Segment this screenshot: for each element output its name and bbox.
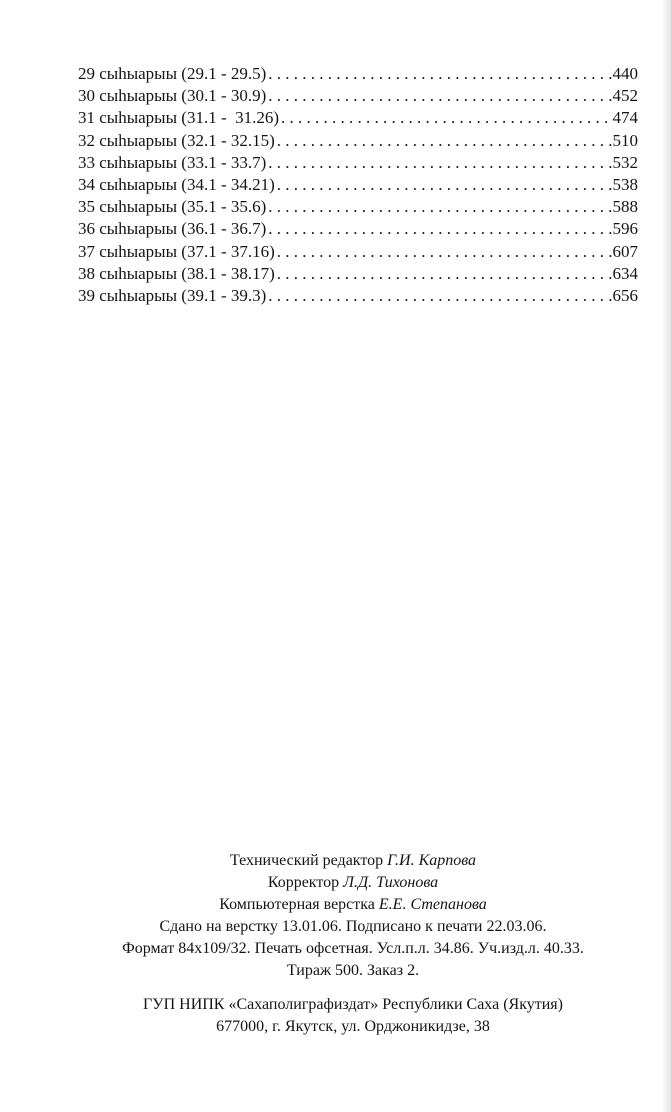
toc-entry bbox=[78, 174, 638, 196]
toc-dot-leader bbox=[275, 130, 613, 152]
tech-editor-role: Технический редактор bbox=[229, 852, 384, 869]
print-run: Тираж 500. Заказ 2. bbox=[286, 962, 420, 979]
toc-entry-label: 29 сыhыарыы (29.1 - 29.5) bbox=[78, 64, 267, 83]
toc-entry bbox=[78, 107, 638, 129]
toc-entry-page: 532 bbox=[612, 152, 638, 172]
corrector-line bbox=[0, 872, 671, 894]
toc-entry-page: 588 bbox=[612, 197, 638, 217]
toc-dot-leader bbox=[266, 85, 612, 107]
toc-dot-leader bbox=[275, 263, 613, 285]
toc-entry-label: 30 сыhыарыы (30.1 - 30.9) bbox=[78, 86, 267, 106]
toc-entry-page: 440 bbox=[612, 64, 638, 83]
toc-dot-leader bbox=[275, 174, 613, 196]
toc-entry bbox=[78, 152, 638, 174]
toc-entry bbox=[78, 241, 638, 263]
toc-entry-page: 510 bbox=[612, 130, 638, 150]
toc-dot-leader bbox=[275, 241, 613, 263]
toc-entry-label: 34 сыhыарыы (34.1 - 34.21) bbox=[78, 174, 275, 194]
toc-entry-label: 32 сыhыарыы (32.1 - 32.15) bbox=[78, 130, 275, 150]
toc-entry-label: 36 сыhыарыы (36.1 - 36.7) bbox=[78, 219, 267, 239]
publisher-name: ГУП НИПК «Сахаполиграфиздат» Республики Саха (Якутия) bbox=[143, 996, 563, 1013]
layout-role: Компьютерная верстка bbox=[219, 896, 375, 913]
toc-entry-page: 452 bbox=[612, 86, 638, 106]
tech-editor-line bbox=[0, 850, 671, 872]
toc-entry-page: 596 bbox=[612, 219, 638, 239]
corrector-name: Л.Д. Тихонова bbox=[343, 874, 439, 891]
toc-entry bbox=[78, 196, 638, 218]
layout-name: Е.Е. Степанова bbox=[378, 896, 487, 913]
toc-dot-leader bbox=[266, 218, 612, 240]
toc-entry-page: 607 bbox=[612, 241, 638, 261]
toc-entry bbox=[78, 218, 638, 240]
print-dates: Сдано на верстку 13.01.06. Подписано к печати 22.03.06. bbox=[159, 918, 547, 935]
toc-dot-leader bbox=[266, 152, 612, 174]
toc-dot-leader bbox=[266, 63, 612, 85]
toc-entry bbox=[78, 285, 638, 307]
colophon bbox=[0, 850, 671, 1038]
toc-dot-leader bbox=[266, 285, 612, 307]
toc-entry-page: 538 bbox=[612, 174, 638, 194]
toc-entry-page: 656 bbox=[612, 285, 638, 305]
toc-entry bbox=[78, 263, 638, 285]
toc-entry-label: 37 сыhыарыы (37.1 - 37.16) bbox=[78, 241, 275, 261]
toc-entry-label: 35 сыhыарыы (35.1 - 35.6) bbox=[78, 197, 267, 217]
publisher-address: 677000, г. Якутск, ул. Орджоникидзе, 38 bbox=[216, 1018, 490, 1035]
toc-entry bbox=[78, 130, 638, 152]
toc-entry bbox=[78, 85, 638, 107]
toc-entry-label: 31 сыhыарыы (31.1 - 31.26) bbox=[78, 108, 280, 128]
toc-dot-leader bbox=[266, 196, 612, 218]
toc-dot-leader bbox=[279, 107, 612, 129]
table-of-contents bbox=[78, 63, 638, 307]
toc-entry-page: 634 bbox=[612, 263, 638, 283]
toc-entry-page: 474 bbox=[612, 108, 638, 128]
toc-entry-label: 38 сыhыарыы (38.1 - 38.17) bbox=[78, 263, 275, 283]
toc-entry-label: 33 сыhыарыы (33.1 - 33.7) bbox=[78, 152, 267, 172]
tech-editor-name: Г.И. Карпова bbox=[387, 852, 477, 869]
toc-entry bbox=[78, 63, 638, 85]
layout-line bbox=[0, 894, 671, 916]
imprint-spacer bbox=[0, 982, 671, 994]
toc-entry-label: 39 сыhыарыы (39.1 - 39.3) bbox=[78, 285, 267, 305]
print-format: Формат 84х109/32. Печать офсетная. Усл.п.л. 34.86. Уч.изд.л. 40.33. bbox=[122, 940, 584, 957]
corrector-role: Корректор bbox=[267, 874, 340, 891]
